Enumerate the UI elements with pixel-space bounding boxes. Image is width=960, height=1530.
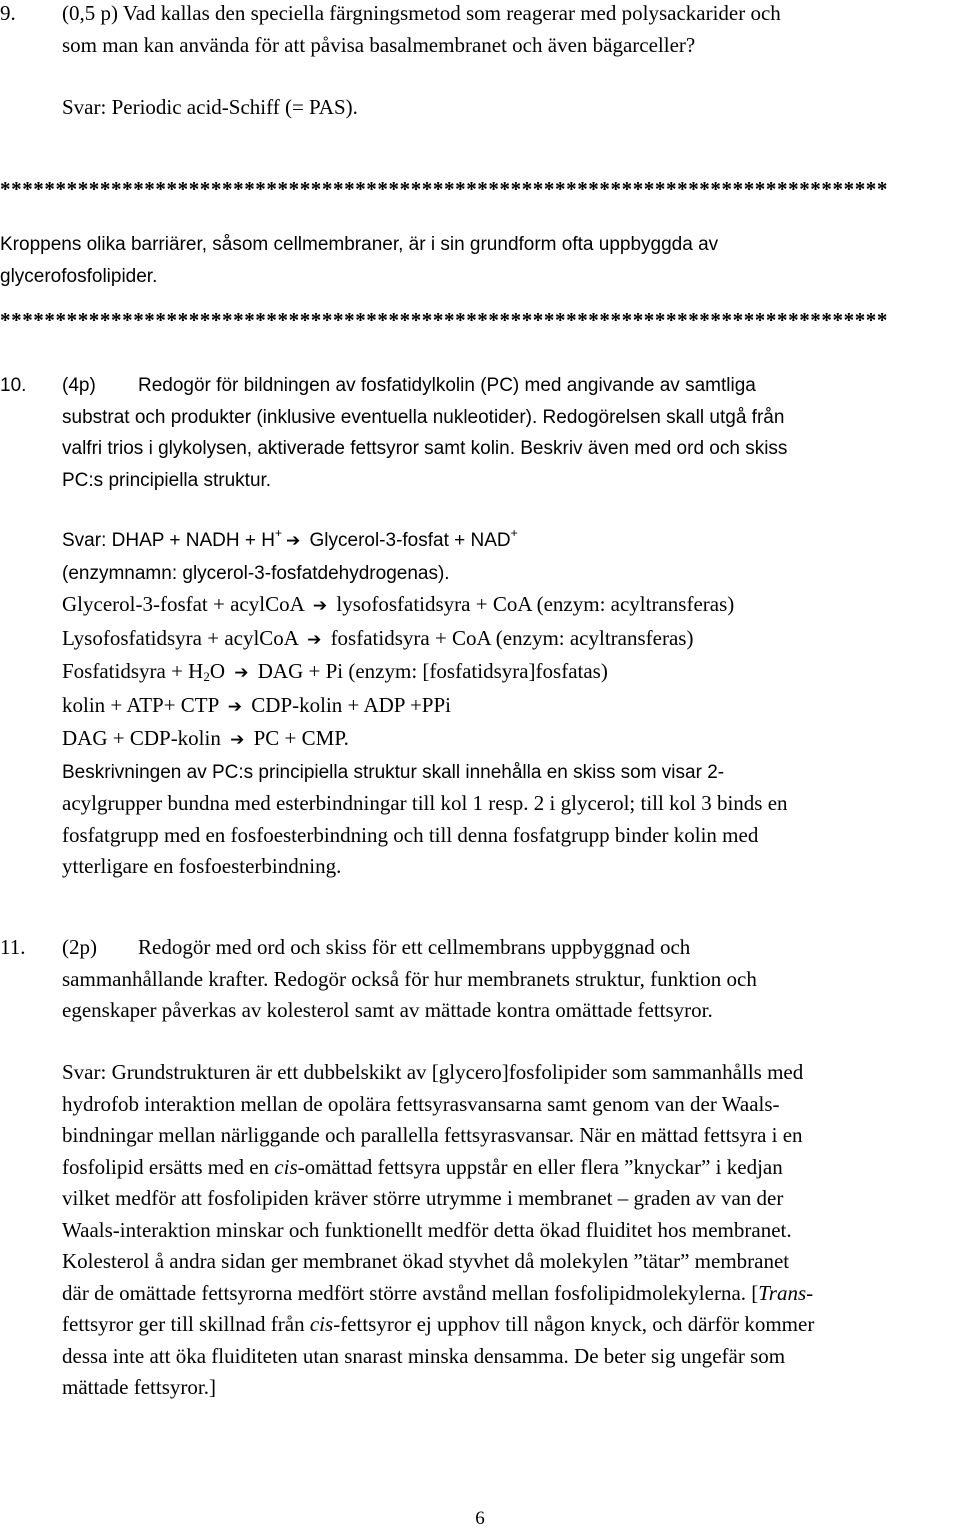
description-line: fosfatgrupp med en fosfoesterbindning och till denna fosfatgrupp binder kolin med xyxy=(62,822,759,847)
answer-line xyxy=(0,92,781,124)
question-text-line: PC:s principiella struktur. xyxy=(62,469,272,491)
question-text-line: som man kan använda för att påvisa basalmembranet och även bägarceller? xyxy=(62,32,696,57)
reaction-line: Fosfatidsyra + $H_2O$ ➔ DAG + Pi (enzym: [fosfatidsyra]fosfatas) xyxy=(62,659,608,684)
reaction-arrow-icon: ➔ xyxy=(307,629,322,650)
answer-label: Svar xyxy=(62,1060,101,1084)
answer-line: där de omättade fettsyrorna medfört större avstånd mellan fosfolipidmolekylerna. [Trans- xyxy=(62,1280,814,1305)
answer-line: fettsyror ger till skillnad från cis-fettsyror ej upphov till någon knyck, och därför kommer xyxy=(62,1312,815,1336)
question-text-line: Redogör för bildningen av fosfatidylkolin (PC) med angivande av samtliga xyxy=(138,375,756,396)
question-number: 9. xyxy=(0,1,16,25)
separator-line: ******************************************************************************** xyxy=(0,177,888,201)
answer-label: Svar xyxy=(62,530,102,551)
question-text-line: (0,5 p) Vad kallas den speciella färgningsmetod som reagerar med polysackarider och xyxy=(62,1,781,25)
reaction-arrow-icon: ➔ xyxy=(230,730,245,750)
page-number: 6 xyxy=(475,1508,485,1529)
note-block xyxy=(0,229,718,292)
question-11 xyxy=(0,932,757,1027)
answer-11 xyxy=(62,1057,814,1404)
separator-line: ******************************************************************************** xyxy=(0,308,888,332)
question-text-line: Redogör med ord och skiss för ett cellmembrans uppbyggnad och xyxy=(138,935,691,959)
answer-text: Periodic acid-Schiff (= PAS). xyxy=(106,95,358,119)
answer-line: Kolesterol å andra sidan ger membranet ökad styvhet då molekylen ”tätar” membranet xyxy=(62,1249,790,1273)
note-line: Kroppens olika barriärer, såsom cellmembraner, är i sin grundform ofta uppbyggda av xyxy=(0,234,719,255)
description-line: Beskrivningen av PC:s principiella struktur skall innehålla en skiss som visar 2- xyxy=(62,761,725,783)
answer-line: mättade fettsyror.] xyxy=(62,1375,216,1399)
description-line: acylgrupper bundna med esterbindningar till kol 1 resp. 2 i glycerol; till kol 3 binds en xyxy=(62,791,788,815)
answer-line: vilket medför att fosfolipiden kräver större utrymme i membranet – graden av van der xyxy=(62,1186,784,1210)
answer-line: fosfolipid ersätts med en cis-omättad fettsyra uppstår en eller flera ”knyckar” i kedjan xyxy=(62,1154,783,1179)
answer-line: Svar: Grundstrukturen är ett dubbelskikt av [glycero]fosfolipider som sammanhålls med xyxy=(62,1060,804,1084)
note-line: glycerofosfolipider. xyxy=(0,265,158,287)
reaction-line: Glycerol-3-fosfat + acylCoA ➔ lysofosfatidsyra + CoA (enzym: acyltransferas) xyxy=(62,592,735,616)
question-text-line: sammanhållande krafter. Redogör också för hur membranets struktur, funktion och xyxy=(62,966,757,991)
question-10 xyxy=(0,370,787,496)
question-text-line: substrat och produkter (inklusive eventuella nukleotider). Redogörelsen skall utgå från xyxy=(62,406,785,428)
answer-label: Svar: xyxy=(62,95,107,119)
answer-10 xyxy=(62,525,788,883)
reaction-arrow-icon: ➔ xyxy=(234,663,249,683)
answer-line: dessa inte att öka fluiditeten utan snarast minska densamma. De beter sig ungefär som xyxy=(62,1343,786,1368)
reaction-arrow-icon: ➔ xyxy=(285,531,301,551)
reaction-arrow-icon: ➔ xyxy=(312,596,328,616)
answer-line: Waals-interaktion minskar och funktionellt medför detta ökad fluiditet hos membranet. xyxy=(62,1217,792,1242)
enzyme-line: (enzymnamn: glycerol-3-fosfatdehydrogenas). xyxy=(62,562,450,584)
answer-line: hydrofob interaktion mellan de opolära fettsyrasvansarna samt genom van der Waals- xyxy=(62,1091,780,1116)
reaction-line: DAG + CDP-kolin ➔ PC + CMP. xyxy=(62,726,349,750)
question-number: 11. xyxy=(0,935,26,959)
answer-line: bindningar mellan närliggande och parallella fettsyrasvansar. När en mättad fettsyra i en xyxy=(62,1123,803,1147)
question-points: (2p) xyxy=(62,935,97,959)
question-9 xyxy=(0,0,781,124)
question-text-line: egenskaper påverkas av kolesterol samt av mättade kontra omättade fettsyror. xyxy=(62,998,713,1022)
reaction-arrow-icon: ➔ xyxy=(227,696,243,717)
question-text-line: valfri trios i glykolysen, aktiverade fettsyror samt kolin. Beskriv även med ord och skiss xyxy=(62,438,788,459)
reaction-line: Svar: DHAP + NADH + H+ ➔ Glycerol-3-fosfat + NAD+ xyxy=(62,526,518,551)
reaction-line: kolin + ATP+ CTP ➔ CDP-kolin + ADP +PPi xyxy=(62,692,451,717)
question-number: 10. xyxy=(0,375,27,396)
description-line: ytterligare en fosfoesterbindning. xyxy=(62,854,342,878)
reaction-line: Lysofosfatidsyra + acylCoA ➔ fosfatidsyra + CoA (enzym: acyltransferas) xyxy=(62,625,694,650)
question-points: (4p) xyxy=(62,375,96,396)
